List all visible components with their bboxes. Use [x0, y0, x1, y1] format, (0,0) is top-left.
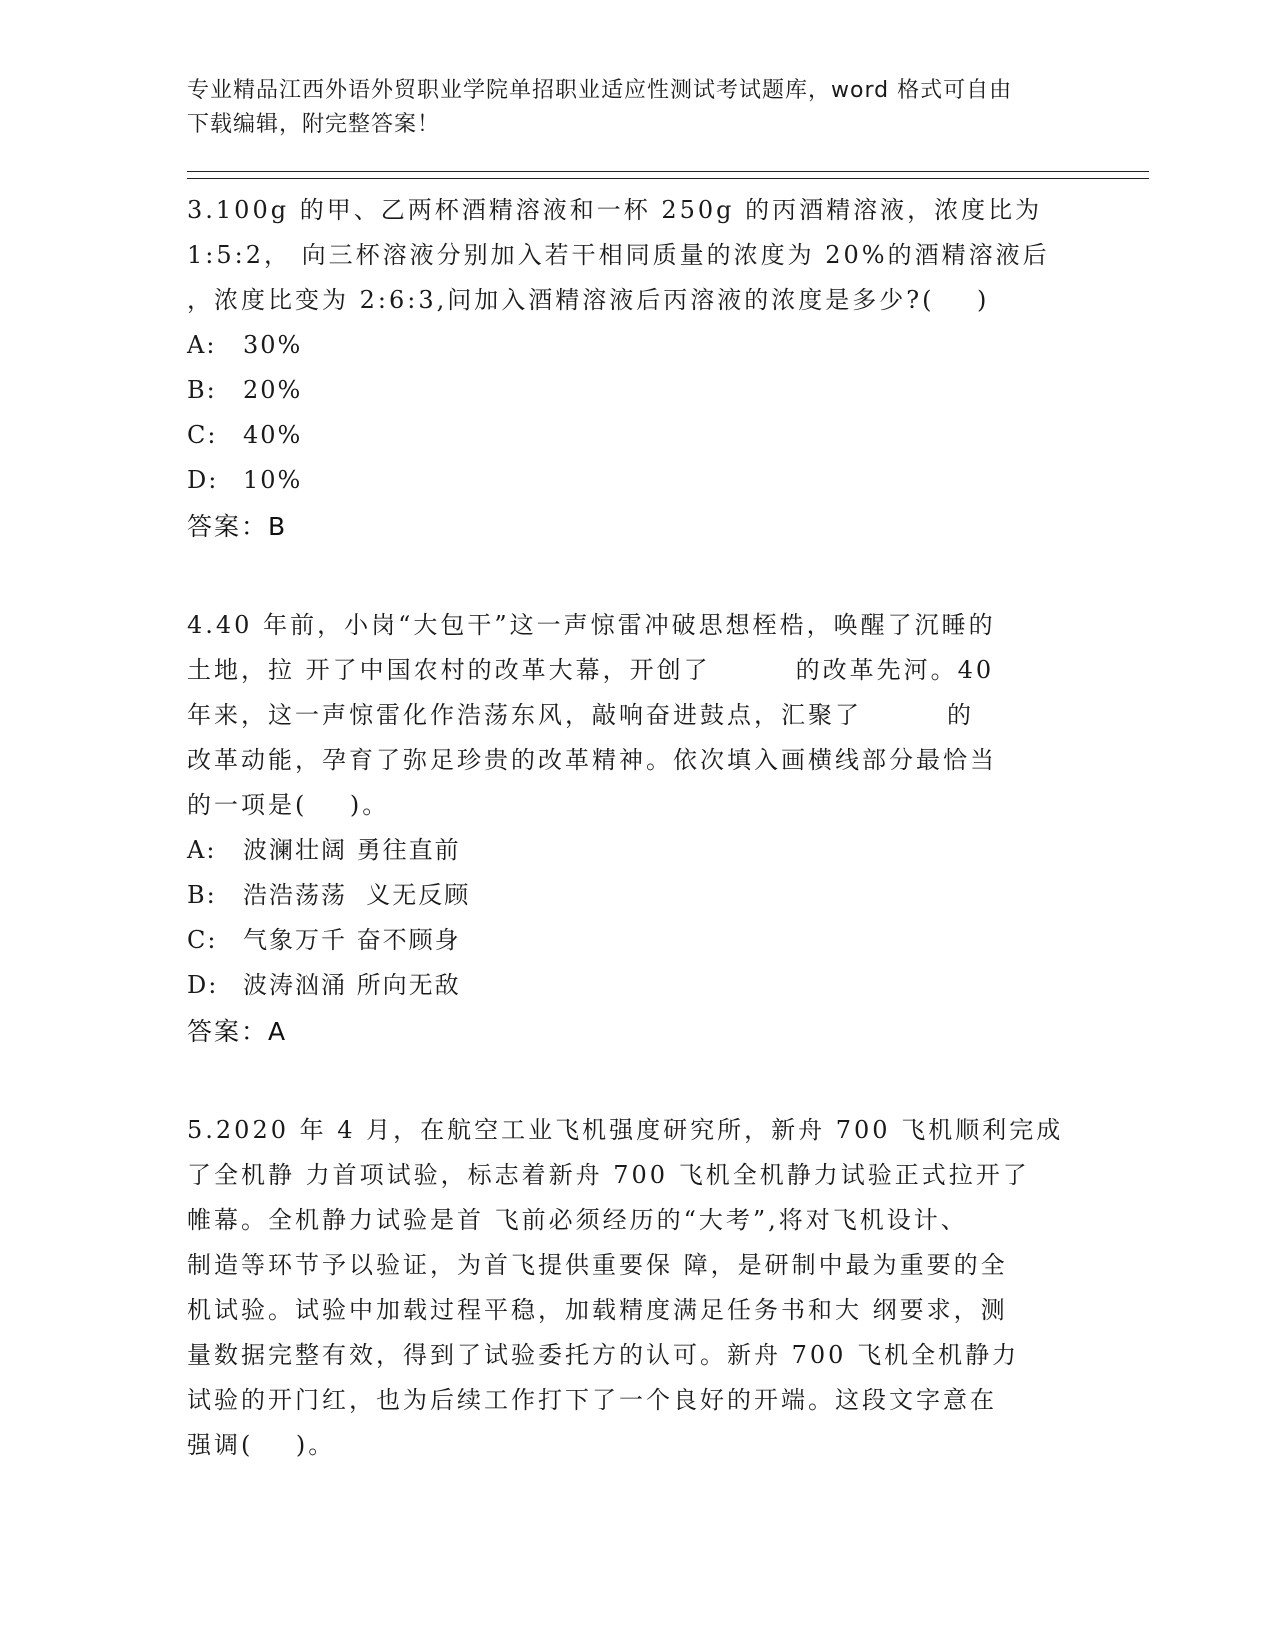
stem-line: 3.100g 的甲、乙两杯酒精溶液和一杯 250g 的丙酒精溶液，浓度比为	[187, 196, 1043, 224]
stem-line: 1:5:2， 向三杯溶液分别加入若干相同质量的浓度为 20%的酒精溶液后	[187, 241, 1050, 269]
option-letter: A:	[187, 331, 217, 359]
header-title-line-1: 专业精品江西外语外贸职业学院单招职业适应性测试考试题库，word 格式可自由	[187, 78, 1013, 103]
answer-label: 答案：A	[187, 1017, 288, 1046]
stem-line: 了全机静 力首项试验，标志着新舟 700 飞机全机静力试验正式拉开了	[187, 1161, 1030, 1189]
stem-line: ，浓度比变为 2:6:3,问加入酒精溶液后丙溶液的浓度是多少?( )	[187, 286, 990, 314]
stem-line: 4.40 年前，小岗“大包干”这一声惊雷冲破思想桎梏，唤醒了沉睡的	[187, 611, 996, 639]
option-d	[187, 458, 1087, 503]
stem-line: 5.2020 年 4 月，在航空工业飞机强度研究所，新舟 700 飞机顺利完成	[187, 1116, 1064, 1144]
question-3	[187, 188, 1087, 551]
question-stem	[187, 1108, 1087, 1468]
question-4	[187, 603, 1087, 1056]
answer-label: 答案：B	[187, 512, 288, 541]
option-text: 波涛汹涌 所向无敌	[243, 971, 461, 999]
header-divider-bottom	[187, 178, 1149, 179]
option-text: 波澜壮阔 勇往直前	[243, 836, 461, 864]
option-a	[187, 828, 1087, 873]
option-text: 10%	[243, 466, 303, 494]
question-stem	[187, 188, 1087, 323]
option-list	[187, 323, 1087, 503]
option-c	[187, 413, 1087, 458]
option-text: 40%	[243, 421, 303, 449]
header-title-line-2: 下载编辑，附完整答案！	[187, 112, 441, 137]
option-b	[187, 368, 1087, 413]
option-letter: D:	[187, 971, 219, 999]
stem-line: 机试验。试验中加载过程平稳，加载精度满足任务书和大 纲要求，测	[187, 1296, 1008, 1324]
question-list	[187, 188, 1087, 1520]
stem-line: 土地，拉 开了中国农村的改革大幕，开创了 的改革先河。40	[187, 656, 995, 684]
question-5	[187, 1108, 1087, 1468]
option-text: 浩浩荡荡 义无反顾	[243, 881, 471, 909]
option-letter: A:	[187, 836, 217, 864]
stem-line: 帷幕。全机静力试验是首 飞前必须经历的“大考”,将对飞机设计、	[187, 1206, 968, 1234]
option-a	[187, 323, 1087, 368]
option-text: 气象万千 奋不顾身	[243, 926, 461, 954]
stem-line: 试验的开门红，也为后续工作打下了一个良好的开端。这段文字意在	[187, 1386, 997, 1414]
stem-line: 年来，这一声惊雷化作浩荡东风，敲响奋进鼓点，汇聚了 的	[187, 701, 975, 729]
option-d	[187, 963, 1087, 1008]
header-divider-top	[187, 171, 1149, 172]
option-letter: B:	[187, 376, 217, 404]
stem-line: 量数据完整有效，得到了试验委托方的认可。新舟 700 飞机全机静力	[187, 1341, 1020, 1369]
option-text: 30%	[243, 331, 303, 359]
option-b	[187, 873, 1087, 918]
stem-line: 改革动能，孕育了弥足珍贵的改革精神。依次填入画横线部分最恰当	[187, 746, 997, 774]
option-letter: B:	[187, 881, 217, 909]
option-letter: D:	[187, 466, 219, 494]
option-list	[187, 828, 1087, 1008]
stem-line: 制造等环节予以验证，为首飞提供重要保 障，是研制中最为重要的全	[187, 1251, 1008, 1279]
option-c	[187, 918, 1087, 963]
page-header	[187, 74, 1067, 142]
option-letter: C:	[187, 926, 218, 954]
option-letter: C:	[187, 421, 218, 449]
option-text: 20%	[243, 376, 303, 404]
stem-line: 强调( )。	[187, 1431, 336, 1459]
stem-line: 的一项是( )。	[187, 791, 390, 819]
question-stem	[187, 603, 1087, 828]
